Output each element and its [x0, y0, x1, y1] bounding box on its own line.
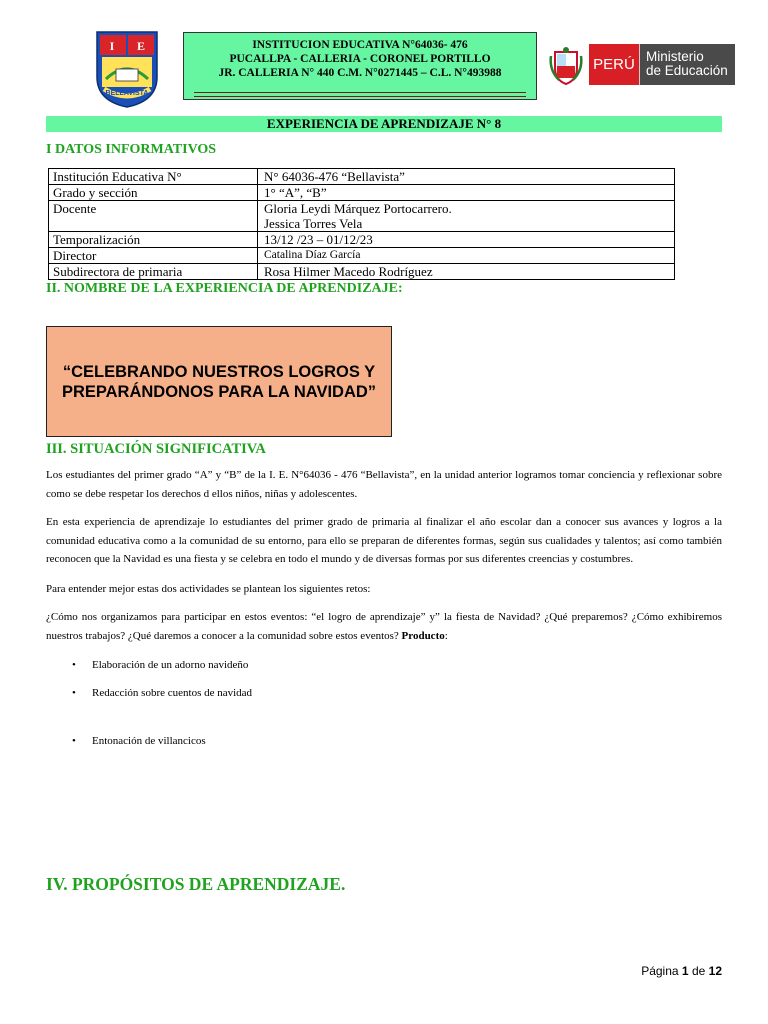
info-value: 1° “A”, “B”	[258, 185, 675, 201]
table-row	[49, 169, 675, 185]
info-key: Grado y sección	[49, 185, 258, 201]
page-label: Página	[641, 964, 679, 978]
peru-badge: PERÚ	[589, 44, 639, 85]
teacher-name-2: Jessica Torres Vela	[264, 216, 363, 231]
paragraph: Para entender mejor estas dos actividades se plantean los siguientes retos:	[46, 583, 371, 595]
ministry-line1: Ministerio	[646, 49, 704, 64]
experience-name: “CELEBRANDO NUESTROS LOGROS Y PREPARÁNDONOS PARA LA NAVIDAD”	[61, 362, 377, 401]
list-item-text: Elaboración de un adorno navideño	[92, 659, 249, 671]
school-logo	[94, 29, 160, 109]
info-value: N° 64036-476 “Bellavista”	[258, 169, 675, 185]
table-row	[49, 248, 675, 264]
table-row	[49, 201, 675, 232]
peru-shield-icon	[549, 46, 583, 86]
experience-title-bar: EXPERIENCIA DE APRENDIZAJE N° 8	[46, 116, 722, 132]
teacher-name-1: Gloria Leydi Márquez Portocarrero.	[264, 201, 452, 216]
paragraph-text: ¿Cómo nos organizamos para participar en estos eventos: “el logro de aprendizaje” y” la fiesta de Navidad? ¿Qué preparemos? ¿Cómo exhibiremos nuestros trabajos? ¿Qué daremos a conocer a la comunidad sobre estos eventos?	[46, 611, 722, 642]
list-item-text: Redacción sobre cuentos de navidad	[92, 687, 253, 699]
school-name-line: INSTITUCION EDUCATIVA N°64036- 476	[252, 39, 468, 51]
bullet-icon: •	[72, 659, 76, 671]
info-value	[258, 201, 675, 232]
info-value: Rosa Hilmer Macedo Rodríguez	[258, 264, 675, 280]
section-datos-informativos: I DATOS INFORMATIVOS	[46, 142, 217, 157]
bullet-icon: •	[72, 735, 76, 747]
bullet-icon: •	[72, 687, 76, 699]
info-value: Catalina Díaz García	[258, 248, 675, 264]
paragraph: En esta experiencia de aprendizaje lo estudiantes del primer grado de primaria al finalizar el año escolar dan a conocer sus avances y logros a la comunidad educativa como a la comunidad de su entorno, para ello se preparan de diferentes formas, según sus cualidades y talentos; así como también reconocen que la Navidad es una fiesta y se celebra en todo el mundo y de diversas formas por sus diferentes creencias y costumbres.	[46, 516, 722, 565]
logo-letter-e: E	[136, 39, 146, 53]
table-row	[49, 264, 675, 280]
paragraph: Los estudiantes del primer grado “A” y “B” de la I. E. N°64036 - 476 “Bellavista”, en la unidad anterior logramos tomar conciencia y reflexionar sobre como se debe respetar los derechos d ellos niños, niñas y adolescentes.	[46, 469, 722, 500]
header-divider	[194, 92, 526, 97]
list-item	[72, 658, 248, 672]
info-table	[48, 168, 675, 280]
info-value: 13/12 /23 – 01/12/23	[258, 232, 675, 248]
page-current: 1	[681, 964, 689, 978]
ministry-badge	[639, 44, 735, 85]
product-label: Producto	[401, 629, 445, 642]
paragraph	[46, 608, 722, 645]
product-colon: :	[444, 629, 448, 642]
list-item-text: Entonación de villancicos	[92, 735, 206, 747]
info-key: Institución Educativa N°	[49, 169, 258, 185]
experience-name-box	[46, 326, 392, 437]
info-key: Temporalización	[49, 232, 258, 248]
logo-school-name: BELLAVISTA	[105, 90, 149, 97]
table-row	[49, 232, 675, 248]
school-location-line: PUCALLPA - CALLERIA - CORONEL PORTILLO	[229, 53, 491, 65]
info-key: Director	[49, 248, 258, 264]
ministry-line2: de Educación	[646, 63, 728, 78]
school-header-box	[183, 32, 537, 100]
page-total: 12	[708, 964, 722, 978]
section-situacion-significativa: III. SITUACIÓN SIGNIFICATIVA	[46, 441, 266, 457]
section-propositos: IV. PROPÓSITOS DE APRENDIZAJE.	[46, 874, 346, 894]
table-row	[49, 185, 675, 201]
info-key: Subdirectora de primaria	[49, 264, 258, 280]
section-nombre-experiencia: II. NOMBRE DE LA EXPERIENCIA DE APRENDIZAJE:	[46, 281, 403, 296]
logo-letter-i: I	[109, 39, 115, 53]
list-item	[72, 734, 206, 748]
page-of: de	[691, 964, 706, 978]
school-address-line: JR. CALLERIA N° 440 C.M. N°0271445 – C.L. N°493988	[218, 67, 502, 79]
info-key: Docente	[49, 201, 258, 232]
page-number	[641, 964, 722, 978]
list-item	[72, 686, 252, 700]
